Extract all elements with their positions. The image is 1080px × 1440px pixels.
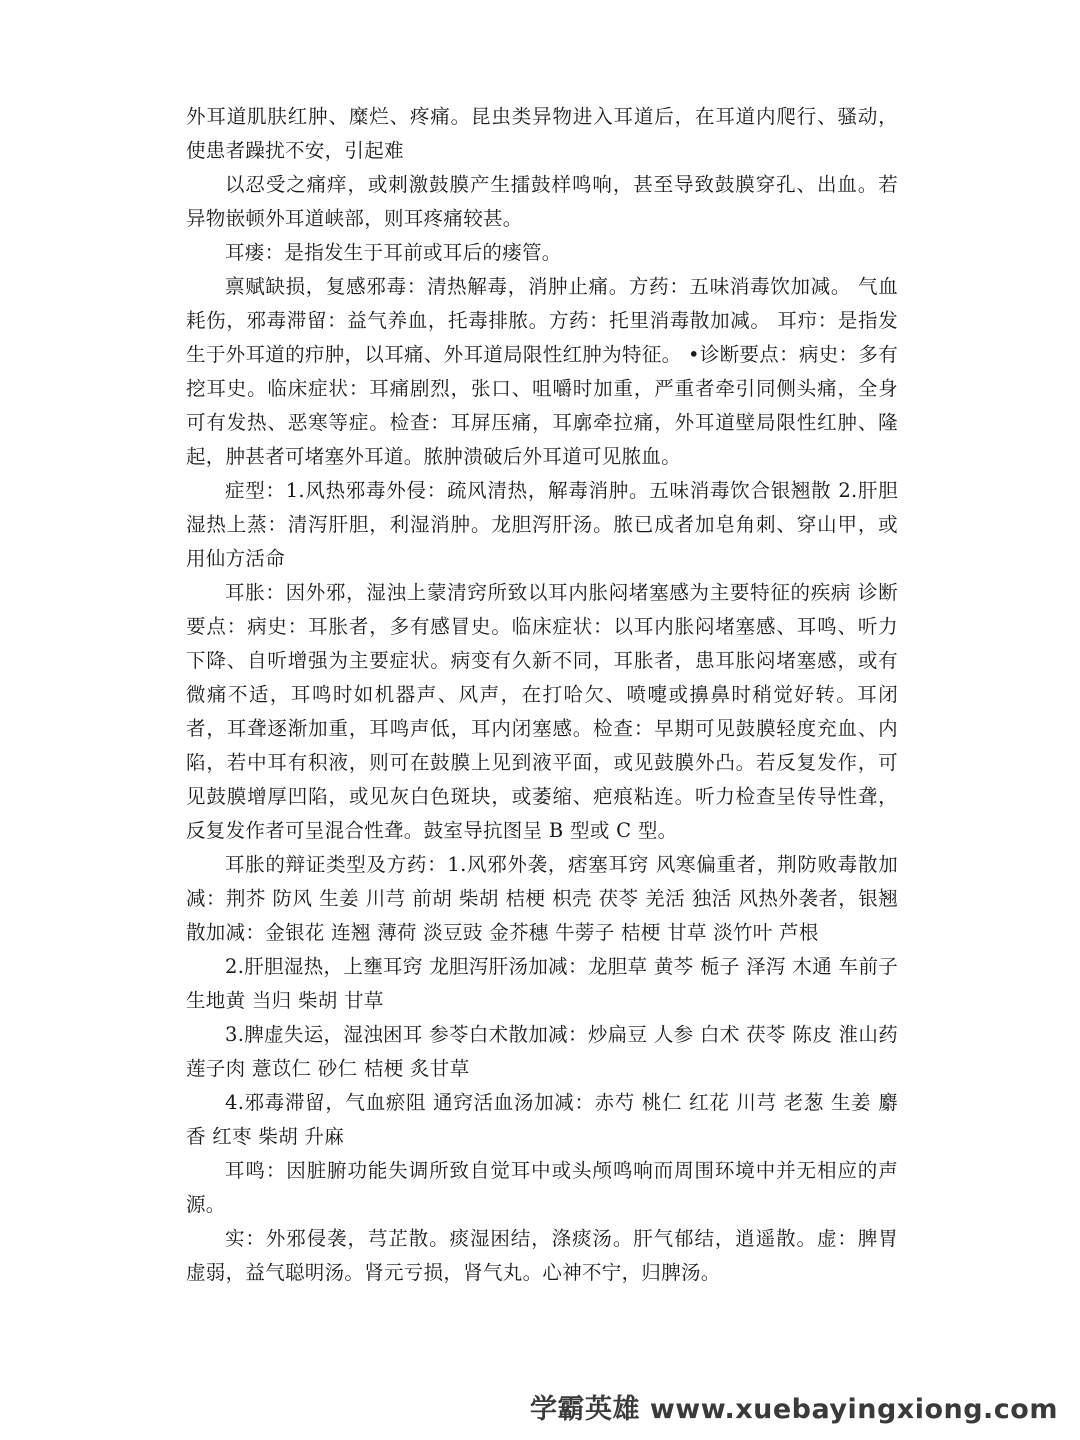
paragraph-ear-fistula-treatment-and-furuncle: 禀赋缺损，复感邪毒：清热解毒，消肿止痛。方药：五味消毒饮加减。 气血耗伤，邪毒滞留：益气养血，托毒排脓。方药：托里消毒散加减。 耳疖：是指发生于外耳道的疖肿，以耳痛、外耳道局限性红肿为特征。 •诊断要点：病史：多有挖耳史。临床症状：耳痛剧烈，张口、咀嚼时加重，严重者牵引同侧头痛，全身可有发热、恶寒等症。检查：耳屏压痛，耳廓牵拉痛，外耳道壁局限性红肿、隆起，肿甚者可堵塞外耳道。脓肿溃破后外耳道可见脓血。 — [186, 275, 898, 468]
paragraph-foreign-body-pain: 以忍受之痛痒，或刺激鼓膜产生擂鼓样鸣响，甚至导致鼓膜穿孔、出血。若异物嵌顿外耳道峡部，则耳疼痛较甚。 — [186, 173, 898, 230]
paragraph-tinnitus-definition: 耳鸣：因脏腑功能失调所致自觉耳中或头颅鸣响而周围环境中并无相应的声源。 — [186, 1159, 898, 1216]
paragraph-ear-distension-type-3: 3.脾虚失运，湿浊困耳 参苓白术散加减：炒扁豆 人参 白术 茯苓 陈皮 淮山药 莲子肉 薏苡仁 砂仁 桔梗 炙甘草 — [186, 1023, 898, 1080]
paragraph-tinnitus-treatment: 实：外邪侵袭，芎芷散。痰湿困结，涤痰汤。肝气郁结，逍遥散。虚：脾胃虚弱，益气聪明汤。肾元亏损，肾气丸。心神不宁，归脾汤。 — [186, 1227, 898, 1284]
paragraph-furuncle-syndrome-types: 症型：1.风热邪毒外侵：疏风清热，解毒消肿。五味消毒饮合银翘散 2.肝胆湿热上蒸：清泻肝胆，利湿消肿。龙胆泻肝汤。脓已成者加皂角刺、穿山甲，或用仙方活命 — [186, 479, 898, 570]
paragraph-foreign-body-symptoms: 外耳道肌肤红肿、糜烂、疼痛。昆虫类异物进入耳道后，在耳道内爬行、骚动，使患者躁扰不安，引起难 — [186, 105, 898, 162]
paragraph-ear-distension-type-1: 耳胀的辩证类型及方药：1.风邪外袭，痞塞耳窍 风寒偏重者，荆防败毒散加减：荆芥 防风 生姜 川芎 前胡 柴胡 桔梗 枳壳 茯苓 羌活 独活 风热外袭者，银翘散加减：金银花 连翘 薄荷 淡豆豉 金芥穗 牛蒡子 桔梗 甘草 淡竹叶 芦根 — [186, 853, 898, 944]
document-body — [186, 100, 898, 1290]
paragraph-ear-distension-diagnosis: 耳胀：因外邪，湿浊上蒙清窍所致以耳内胀闷堵塞感为主要特征的疾病 诊断要点：病史：耳胀者，多有感冒史。临床症状：以耳内胀闷堵塞感、耳鸣、听力下降、自听增强为主要症状。病变有久新不同，耳胀者，患耳胀闷堵塞感，或有微痛不适，耳鸣时如机器声、风声，在打哈欠、喷嚏或擤鼻时稍觉好转。耳闭者，耳聋逐渐加重，耳鸣声低，耳内闭塞感。检查：早期可见鼓膜轻度充血、内陷，若中耳有积液，则可在鼓膜上见到液平面，或见鼓膜外凸。若反复发作，可见鼓膜增厚凹陷，或见灰白色斑块，或萎缩、疤痕粘连。听力检查呈传导性聋，反复发作者可呈混合性聋。鼓室导抗图呈 B 型或 C 型。 — [186, 581, 898, 842]
site-watermark: 学霸英雄 www.xuebayingxiong.com — [529, 1394, 1058, 1425]
paragraph-ear-distension-type-2: 2.肝胆湿热，上壅耳窍 龙胆泻肝汤加减：龙胆草 黄芩 栀子 泽泻 木通 车前子 生地黄 当归 柴胡 甘草 — [186, 955, 898, 1012]
paragraph-ear-distension-type-4: 4.邪毒滞留，气血瘀阻 通窍活血汤加减：赤芍 桃仁 红花 川芎 老葱 生姜 麝香 红枣 柴胡 升麻 — [186, 1091, 898, 1148]
paragraph-ear-fistula-definition: 耳瘘：是指发生于耳前或耳后的瘘管。 — [225, 241, 562, 264]
